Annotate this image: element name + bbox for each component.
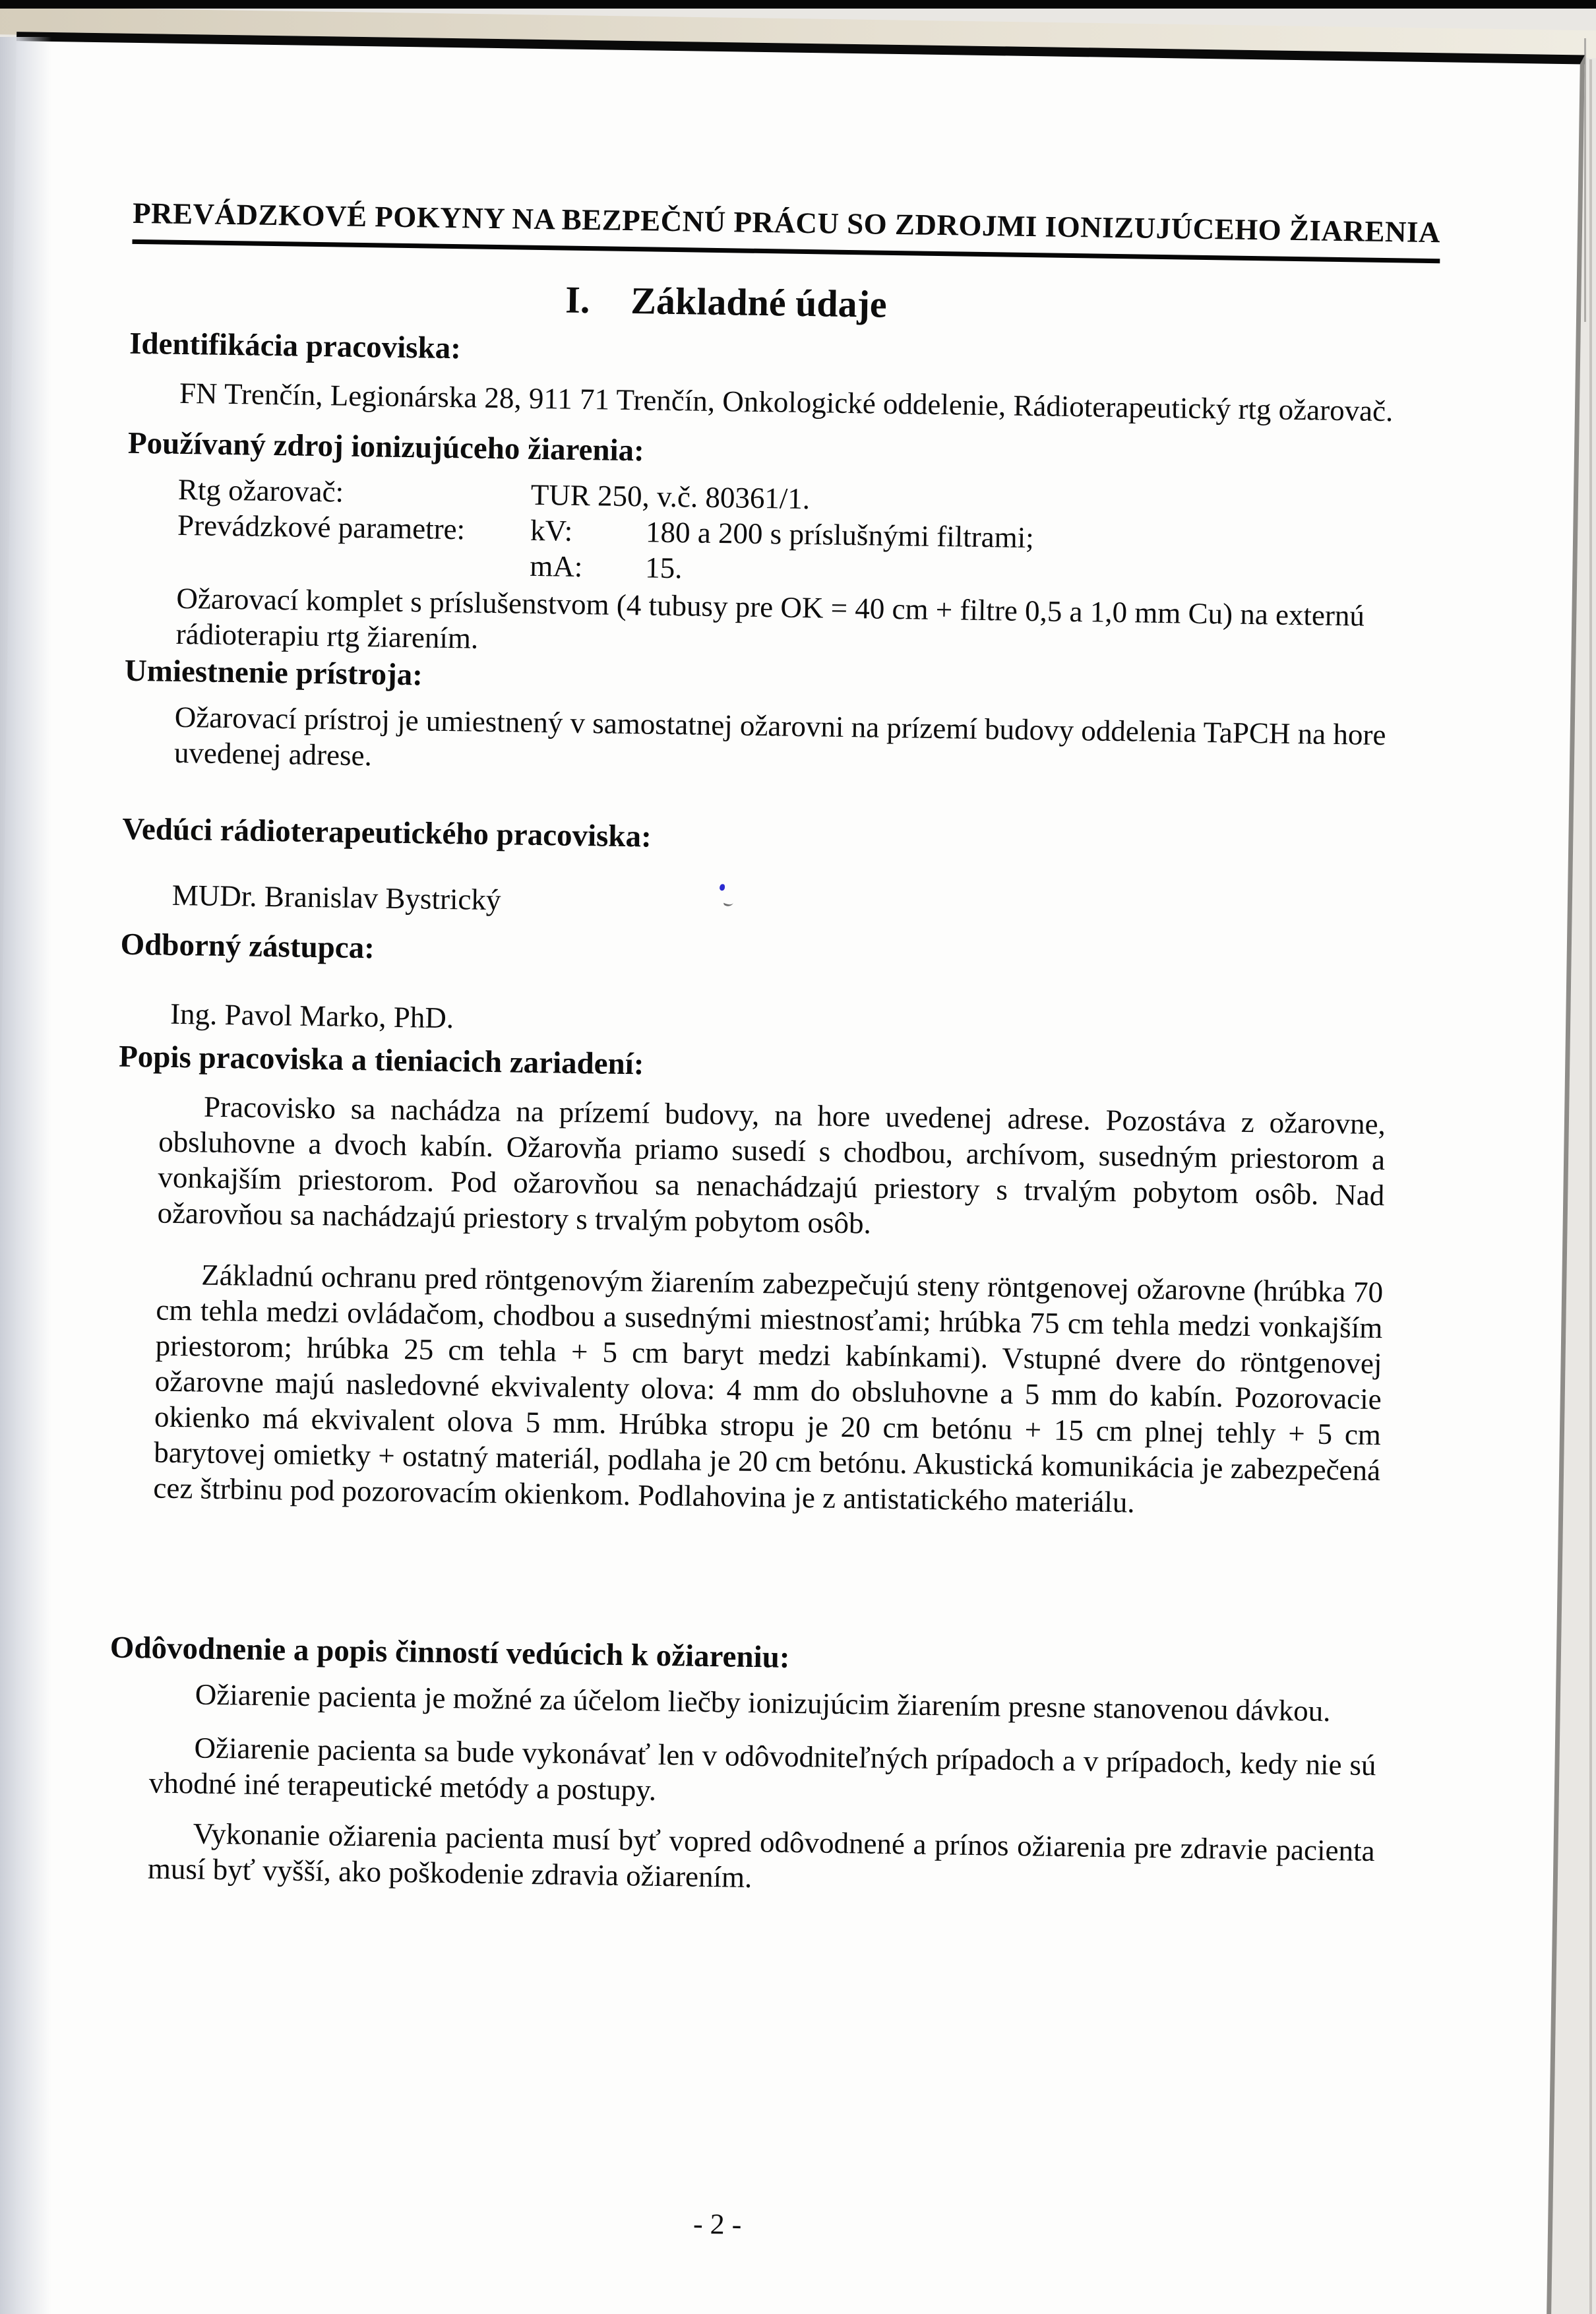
paragraph-umiestnenie: Ožarovací prístroj je umiestnený v samostatnej ožarovni na prízemí budovy oddelenia TaPCH na hore uvedenej adrese. <box>173 700 1386 772</box>
chapter-numeral: I. <box>565 278 590 322</box>
paper-sheet <box>0 32 1585 2314</box>
paragraph-veduci-name: MUDr. Branislav Bystrický <box>171 878 501 917</box>
spec-label: Rtg ožarovač: <box>177 472 344 509</box>
scan-top-edge <box>0 0 1596 9</box>
heading-umiestnenie: Umiestnenie prístroja: <box>124 653 423 693</box>
heading-odovodnenie: Odôvodnenie a popis činností vedúcich k ožiareniu: <box>109 1630 790 1675</box>
document-header <box>132 196 1578 265</box>
heading-popis: Popis pracoviska a tieniacich zariadení: <box>118 1039 644 1082</box>
underlying-page-edge-line <box>1589 59 1592 2314</box>
heading-identifikacia: Identifikácia pracoviska: <box>129 326 462 366</box>
underlying-page-edge-line-short <box>1584 38 1586 322</box>
document-header-title: PREVÁDZKOVÉ POKYNY NA BEZPEČNÚ PRÁCU SO ZDROJMI IONIZUJÚCEHO ŽIARENIA <box>132 196 1440 263</box>
spec-label <box>177 543 530 584</box>
paragraph-zastupca-name: Ing. Pavol Marko, PhD. <box>169 997 454 1035</box>
paragraph-identifikacia: FN Trenčín, Legionárska 28, 911 71 Trenčín, Onkologické oddelenie, Rádioterapeutický rtg ožarovač. <box>179 376 1394 428</box>
paragraph-zdroj-note: Ožarovací komplet s príslušenstvom (4 tubusy pre OK = 40 cm + filtre 0,5 a 1,0 mm Cu) na externú rádioterapiu rtg žiarením. <box>175 581 1365 655</box>
chapter-title <box>565 278 1577 338</box>
paragraph-odovodnenie-2: Ožiarenie pacienta sa bude vykonávať len v odôvodniteľných prípadoch a v prípadoch, kedy nie sú vhodné iné terapeutické metódy a postupy. <box>148 1731 1376 1807</box>
spec-label: Prevádzkové parametre: <box>177 508 466 546</box>
spec-key: mA: <box>529 549 583 584</box>
paragraph-odovodnenie-3: Vykonanie ožiarenia pacienta musí byť vopred odôvodnené a prínos ožiarenia pre zdravie pacienta musí byť vyšší, ako poškodenie zdravia ožiarením. <box>147 1817 1375 1894</box>
spec-value: TUR 250, v.č. 80361/1. <box>530 478 811 516</box>
spec-value: 15. <box>644 551 683 585</box>
chapter-title-text: Základné údaje <box>630 279 888 326</box>
paragraph-popis-1: Pracovisko sa nachádza na prízemí budovy, na hore uvedenej adrese. Pozostáva z ožarovne, obsluhovne a dvoch kabín. Ožarovňa priamo susedí s chodbou, archívom, susedným priestorom a vonkajším priestorom. Pod ožarovňou sa nenachádzajú priestory s trvalým pobytom osôb. Nad ožarovňou sa nachádzajú priestory s trvalým pobytom osôb. <box>157 1090 1386 1240</box>
spec-table <box>177 472 1574 599</box>
spec-value: 180 a 200 s príslušnými filtrami; <box>645 515 1035 555</box>
heading-zdroj: Používaný zdroj ionizujúceho žiarenia: <box>127 425 645 468</box>
paragraph-popis-2: Základnú ochranu pred röntgenovým žiarením zabezpečujú steny röntgenovej ožarovne (hrúbka 70 cm tehla medzi ovládačom, chodbou a susednými miestnosťami; hrúbka 75 cm tehla medzi vonkajším priestorom; hrúbka 25 cm tehla + 5 cm baryt medzi kabínkami). Vstupné dvere do röntgenovej ožarovne majú nasledovné ekvivalenty olova: 4 mm do obsluhovne a 5 mm do kabín. Pozorovacie okienko má ekvivalent olova 5 mm. Hrúbka stropu je 20 cm betónu + 15 cm plnej tehly + 5 cm barytovej omietky + ostatný materiál, podlaha je 20 cm betónu. Akustická komunikácia je zabezpečená cez štrbinu pod pozorovacím okienkom. Podlahovina je z antistatického materiálu. <box>153 1258 1384 1519</box>
paragraph-odovodnenie-1: Ožiarenie pacienta je možné za účelom liečby ionizujúcim žiarením presne stanovenou dávkou. <box>195 1677 1331 1728</box>
heading-zastupca: Odborný zástupca: <box>120 927 375 966</box>
spec-key: kV: <box>530 513 573 547</box>
page-number: - 2 - <box>692 2207 742 2241</box>
heading-veduci: Vedúci rádioterapeutického pracoviska: <box>121 811 652 854</box>
